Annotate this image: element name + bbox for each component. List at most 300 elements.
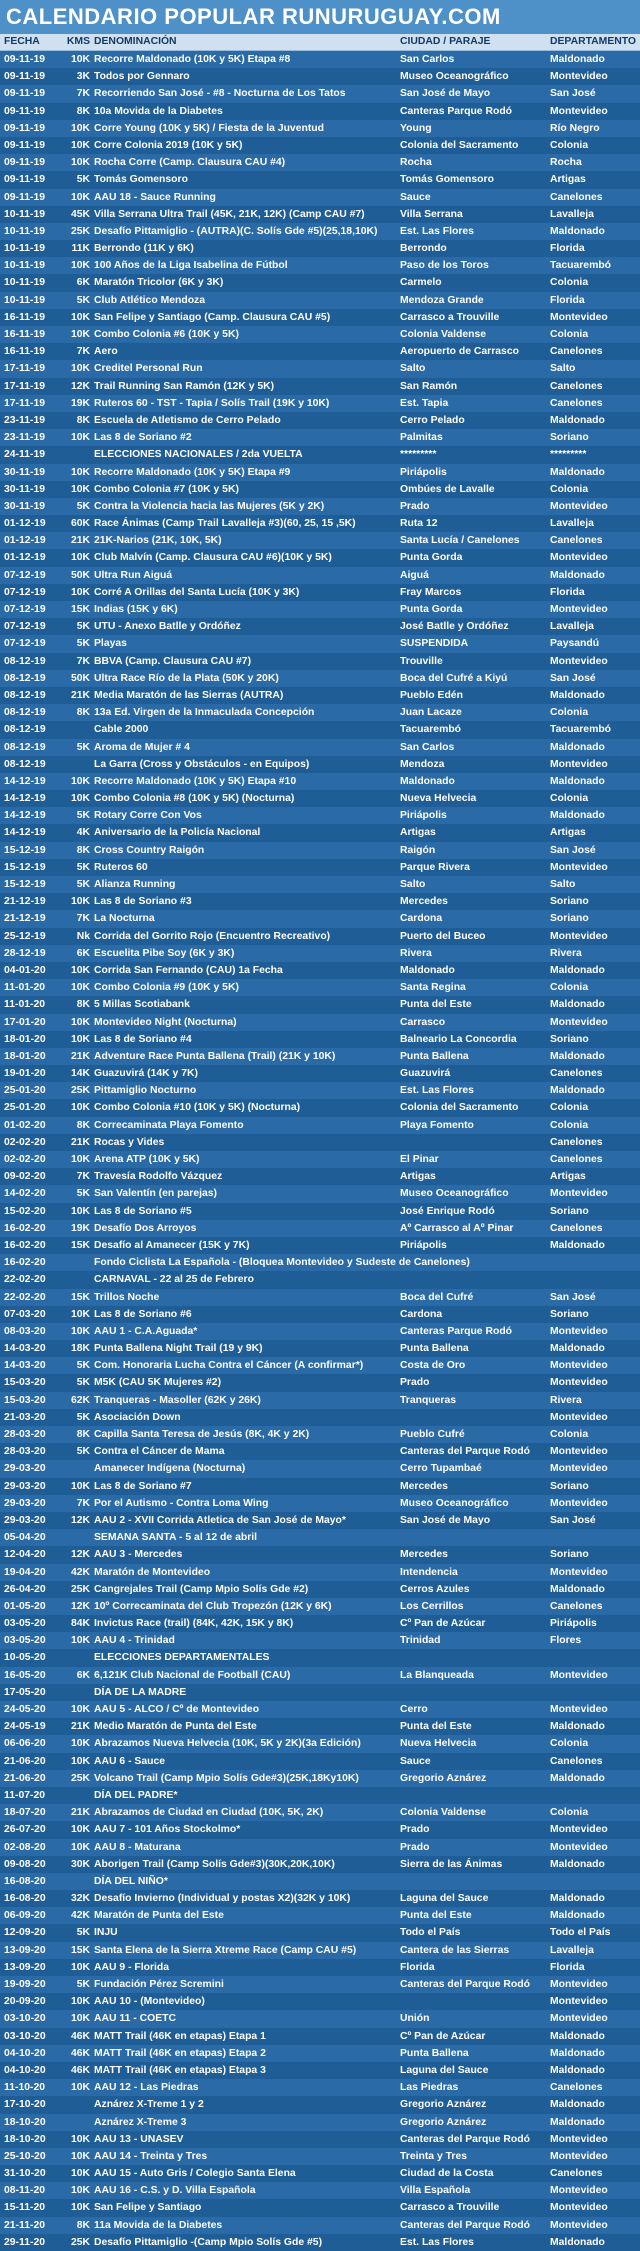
- cell-denominacion: Com. Honoraria Lucha Contra el Cáncer (A confirmar*): [94, 1360, 364, 1372]
- cell-departamento: Soriano: [550, 913, 589, 925]
- table-row: [0, 1185, 640, 1202]
- cell-ciudad: Villa Serrana: [400, 208, 463, 220]
- cell-fecha: 10-11-19: [4, 294, 46, 306]
- cell-departamento: Colonia: [550, 329, 589, 340]
- cell-ciudad: Cerro: [400, 1704, 428, 1715]
- cell-denominacion: Contra la Violencia hacia las Mujeres (5K y 2K): [94, 500, 325, 512]
- cell-kms: 5K: [76, 1377, 90, 1389]
- cell-ciudad: Berrondo: [400, 243, 447, 255]
- cell-departamento: Maldonado: [550, 1343, 605, 1355]
- cell-ciudad: Prado: [400, 1841, 430, 1853]
- cell-fecha: 13-09-20: [4, 1961, 46, 1973]
- cell-fecha: 09-11-19: [4, 174, 46, 186]
- cell-departamento: Florida: [550, 294, 585, 306]
- cell-departamento: Soriano: [550, 1480, 589, 1492]
- cell-ciudad: Pueblo Edén: [400, 689, 463, 701]
- cell-ciudad: SUSPENDIDA: [400, 638, 469, 650]
- header-departamento: DEPARTAMENTO: [550, 36, 637, 47]
- cell-denominacion: Las 8 de Soriano #7: [94, 1480, 192, 1492]
- cell-denominacion: ELECCIONES DEPARTAMENTALES: [94, 1652, 270, 1664]
- table-row: [0, 1564, 640, 1581]
- table-row: [0, 171, 640, 188]
- cell-ciudad: Fray Marcos: [400, 586, 462, 598]
- cell-ciudad: Colonia Valdense: [400, 329, 487, 340]
- cell-fecha: 15-03-20: [4, 1394, 46, 1406]
- table-row: [0, 1306, 640, 1323]
- cell-kms: 12K: [70, 380, 90, 392]
- cell-departamento: Colonia: [550, 1102, 589, 1114]
- cell-departamento: Montevideo: [550, 1704, 608, 1715]
- cell-denominacion: BBVA (Camp. Clausura CAU #7): [94, 655, 252, 667]
- cell-ciudad: Mercedes: [400, 1480, 448, 1492]
- cell-fecha: 09-11-19: [4, 71, 46, 83]
- cell-ciudad: Las Piedras: [400, 2082, 459, 2094]
- cell-kms: 10K: [70, 432, 90, 444]
- cell-fecha: 15-11-20: [4, 2202, 46, 2214]
- cell-departamento: Colonia: [550, 483, 589, 495]
- cell-kms: 5K: [76, 1446, 90, 1458]
- cell-denominacion: Desafío Pittamiglio -(Camp Mpio Solís Gde #5): [94, 2236, 323, 2248]
- cell-ciudad: Canteras del Parque Rodó: [400, 1446, 530, 1458]
- cell-ciudad: San Carlos: [400, 741, 455, 753]
- table-row: [0, 2028, 640, 2045]
- cell-departamento: Lavalleja: [550, 518, 594, 530]
- cell-departamento: Canelones: [550, 1600, 603, 1612]
- cell-ciudad: Ombúes de Lavalle: [400, 483, 495, 495]
- cell-fecha: 10-05-20: [4, 1652, 46, 1664]
- cell-fecha: 11-01-20: [4, 982, 46, 994]
- cell-departamento: Río Negro: [550, 122, 600, 134]
- cell-denominacion: AAU 12 - Las Piedras: [94, 2082, 199, 2094]
- table-row: [0, 2096, 640, 2113]
- table-row: [0, 2045, 640, 2062]
- cell-denominacion: Ruteros 60 - TST - Tapia / Solís Trail (19K y 10K): [94, 397, 330, 409]
- table-row: [0, 1753, 640, 1770]
- cell-kms: 10K: [70, 1154, 90, 1165]
- table-row: [0, 1804, 640, 1821]
- cell-denominacion: UTU - Anexo Batlle y Ordóñez: [94, 621, 241, 633]
- cell-ciudad: Nueva Helvecia: [400, 1738, 477, 1750]
- cell-ciudad: Trinidad: [400, 1635, 441, 1647]
- cell-fecha: 10-11-19: [4, 277, 46, 289]
- cell-kms: 12K: [70, 1514, 90, 1526]
- table-row: [0, 618, 640, 635]
- table-row: [0, 429, 640, 446]
- table-row: [0, 343, 640, 360]
- cell-departamento: Florida: [550, 1961, 585, 1973]
- cell-denominacion: AAU 15 - Auto Gris / Colegio Santa Elena: [94, 2168, 296, 2180]
- table-row: [0, 446, 640, 463]
- cell-kms: [58, 756, 94, 773]
- cell-ciudad: Colonia Valdense: [400, 1807, 487, 1819]
- cell-ciudad: Aeropuerto de Carrasco: [400, 346, 519, 358]
- cell-fecha: 16-08-20: [4, 1875, 46, 1887]
- cell-kms: 21K: [70, 1721, 90, 1733]
- cell-fecha: 16-11-19: [4, 329, 46, 340]
- cell-departamento: Artigas: [550, 827, 586, 839]
- cell-denominacion: Indias (15K y 6K): [94, 604, 178, 615]
- cell-departamento: Montevideo: [550, 1446, 608, 1458]
- cell-denominacion: Fundación Pérez Scremini: [94, 1979, 224, 1990]
- cell-kms: 6K: [76, 277, 90, 289]
- cell-ciudad: Todo el País: [400, 1927, 461, 1939]
- cell-denominacion: Santa Elena de la Sierra Xtreme Race (Camp CAU #5): [94, 1944, 357, 1956]
- cell-denominacion: Volcano Trail (Camp Mpio Solís Gde#3)(25K,18Ky10K): [94, 1772, 359, 1784]
- cell-kms: 10K: [70, 1205, 90, 1217]
- cell-departamento: Maldonado: [550, 810, 605, 822]
- cell-kms: 5K: [76, 1188, 90, 1200]
- header-kms: KMS: [66, 36, 90, 47]
- table-row: [0, 1821, 640, 1838]
- cell-denominacion: Desafío Pittamiglio - (AUTRA)(C. Solís Gde #5)(25,18,10K): [94, 225, 378, 237]
- cell-denominacion: Travesía Rodolfo Vázquez: [94, 1171, 223, 1183]
- cell-kms: 50K: [70, 569, 90, 581]
- table-row: [0, 68, 640, 85]
- cell-departamento: Montevideo: [550, 1188, 608, 1200]
- cell-fecha: 03-05-20: [4, 1618, 46, 1630]
- cell-fecha: 03-10-20: [4, 2013, 46, 2025]
- cell-fecha: 15-03-20: [4, 1377, 46, 1389]
- cell-departamento: [550, 1271, 640, 1288]
- cell-departamento: Montevideo: [550, 2150, 608, 2162]
- cell-fecha: 16-11-19: [4, 311, 46, 323]
- cell-denominacion: Corre Colonia 2019 (10K y 5K): [94, 139, 243, 151]
- cell-ciudad: Laguna del Sauce: [400, 2064, 489, 2076]
- cell-fecha: 28-03-20: [4, 1429, 46, 1440]
- cell-ciudad: Museo Oceanográfico: [400, 1188, 509, 1200]
- cell-departamento: Lavalleja: [550, 621, 594, 633]
- cell-kms: 10K: [70, 982, 90, 994]
- cell-departamento: Montevideo: [550, 1497, 608, 1509]
- table-row: [0, 1993, 640, 2010]
- cell-fecha: 30-11-19: [4, 483, 46, 495]
- cell-denominacion: Aznárez X-Treme 1 y 2: [94, 2099, 204, 2111]
- cell-kms: [58, 2114, 94, 2131]
- cell-fecha: 14-12-19: [4, 827, 46, 839]
- cell-fecha: 15-12-19: [4, 861, 46, 873]
- cell-ciudad: Mercedes: [400, 1549, 448, 1561]
- cell-denominacion: La Garra (Cross y Obstáculos - en Equipos): [94, 758, 310, 770]
- table-row: [0, 979, 640, 996]
- cell-denominacion: AAU 13 - UNASEV: [94, 2133, 184, 2145]
- cell-departamento: Colonia: [550, 277, 589, 289]
- cell-kms: 25K: [70, 1772, 90, 1784]
- cell-fecha: 11-07-20: [4, 1789, 46, 1801]
- cell-kms: 21K: [70, 1136, 90, 1148]
- cell-ciudad: Punta del Este: [400, 999, 472, 1011]
- cell-kms: 8K: [76, 1429, 90, 1440]
- cell-kms: 10K: [70, 2082, 90, 2094]
- cell-fecha: 18-10-20: [4, 2116, 46, 2128]
- cell-kms: 45K: [70, 208, 90, 220]
- cell-departamento: Soriano: [550, 1205, 589, 1217]
- cell-fecha: 25-10-20: [4, 2150, 46, 2162]
- cell-fecha: 23-11-19: [4, 414, 46, 426]
- cell-fecha: 17-11-19: [4, 380, 46, 392]
- table-row: [0, 1787, 640, 1804]
- cell-fecha: 25-01-20: [4, 1085, 46, 1097]
- table-row: [0, 1392, 640, 1409]
- cell-departamento: Piriápolis: [550, 1618, 597, 1630]
- table-row: [0, 2010, 640, 2027]
- cell-kms: 10K: [70, 311, 90, 323]
- table-row: [0, 1374, 640, 1391]
- cell-kms: 5K: [76, 174, 90, 186]
- cell-departamento: [550, 1684, 640, 1701]
- cell-departamento: [550, 1649, 640, 1666]
- cell-departamento: Maldonado: [550, 1721, 605, 1733]
- cell-denominacion: Punta Ballena Night Trail (19 y 9K): [94, 1343, 263, 1355]
- cell-fecha: 01-05-20: [4, 1600, 46, 1612]
- cell-kms: 7K: [76, 88, 90, 100]
- cell-departamento: Maldonado: [550, 2064, 605, 2076]
- cell-ciudad: Cº Pan de Azúcar: [400, 1618, 486, 1630]
- cell-denominacion: Maratón de Montevideo: [94, 1566, 211, 1578]
- table-row: [0, 1512, 640, 1529]
- cell-kms: 10K: [70, 964, 90, 976]
- cell-fecha: 07-12-19: [4, 604, 46, 615]
- cell-kms: [58, 1787, 94, 1804]
- cell-departamento: Maldonado: [550, 1858, 605, 1870]
- cell-ciudad: Mendoza Grande: [400, 294, 484, 306]
- cell-kms: [58, 1271, 94, 1288]
- cell-departamento: Tacuarembó: [550, 724, 612, 736]
- cell-kms: 10K: [70, 2168, 90, 2180]
- cell-departamento: Maldonado: [550, 569, 605, 581]
- cell-departamento: Artigas: [550, 174, 586, 186]
- cell-ciudad: Cº Pan de Azúcar: [400, 2030, 486, 2042]
- cell-ciudad: Los Cerrillos: [400, 1600, 464, 1612]
- cell-fecha: 30-11-19: [4, 500, 46, 512]
- cell-denominacion: Fondo Ciclista La Española - (Bloquea Montevideo y Sudeste de Canelones): [94, 1257, 470, 1269]
- cell-denominacion: Las 8 de Soriano #2: [94, 432, 192, 444]
- table-row: [0, 1134, 640, 1151]
- cell-ciudad: Prado: [400, 500, 430, 512]
- cell-denominacion: Escuela de Atletismo de Cerro Pelado: [94, 414, 281, 426]
- cell-denominacion: Pittamiglio Nocturno: [94, 1085, 197, 1097]
- table-row: [0, 1478, 640, 1495]
- cell-kms: 10K: [70, 2133, 90, 2145]
- cell-fecha: 11-10-20: [4, 2082, 46, 2094]
- table-row: [0, 1649, 640, 1666]
- cell-kms: 10K: [70, 54, 90, 65]
- cell-ciudad: Carrasco a Trouville: [400, 2202, 500, 2214]
- cell-ciudad: Colonia del Sacramento: [400, 1102, 519, 1114]
- cell-denominacion: AAU 16 - C.S. y D. Villa Española: [94, 2185, 256, 2197]
- cell-denominacion: Por el Autismo - Contra Loma Wing: [94, 1497, 269, 1509]
- cell-denominacion: Desafío Invierno (Individual y postas X2)(32K y 10K): [94, 1893, 351, 1905]
- cell-fecha: 31-10-20: [4, 2168, 46, 2180]
- cell-departamento: Montevideo: [550, 71, 608, 83]
- cell-fecha: 26-07-20: [4, 1824, 46, 1836]
- table-header: [0, 34, 640, 51]
- table-row: [0, 876, 640, 893]
- cell-departamento: Rivera: [550, 1394, 582, 1406]
- cell-departamento: Colonia: [550, 1119, 589, 1131]
- cell-fecha: 16-02-20: [4, 1222, 46, 1234]
- cell-departamento: Montevideo: [550, 861, 608, 873]
- table-row: [0, 137, 640, 154]
- cell-ciudad: La Blanqueada: [400, 1669, 474, 1681]
- table-row: [0, 1924, 640, 1941]
- cell-departamento: Maldonado: [550, 1085, 605, 1097]
- cell-ciudad: San José de Mayo: [400, 88, 491, 100]
- cell-denominacion: Club Malvín (Camp. Clausura CAU #6)(10K y 5K): [94, 552, 332, 564]
- cell-ciudad: Colonia del Sacramento: [400, 139, 519, 151]
- cell-denominacion: Aborigen Trail (Camp Solís Gde#3)(30K,20K,10K): [94, 1858, 335, 1870]
- cell-departamento: Maldonado: [550, 2047, 605, 2059]
- table-row: [0, 790, 640, 807]
- cell-kms: 25K: [70, 225, 90, 237]
- cell-fecha: 08-12-19: [4, 707, 46, 719]
- cell-departamento: Montevideo: [550, 758, 608, 770]
- table-row: [0, 2165, 640, 2182]
- table-row: [0, 1426, 640, 1443]
- cell-kms: 14K: [70, 1068, 90, 1080]
- cell-kms: 10K: [70, 1480, 90, 1492]
- cell-denominacion: Aznárez X-Treme 3: [94, 2116, 187, 2128]
- cell-kms: 8K: [76, 1119, 90, 1131]
- cell-ciudad: Guazuvirá: [400, 1068, 451, 1080]
- cell-ciudad: Maldonado: [400, 775, 455, 787]
- cell-departamento: Montevideo: [550, 2133, 608, 2145]
- cell-departamento: San José: [550, 1291, 596, 1303]
- cell-fecha: 08-12-19: [4, 689, 46, 701]
- cell-kms: 7K: [76, 913, 90, 925]
- table-row: [0, 756, 640, 773]
- cell-fecha: 24-05-19: [4, 1721, 46, 1733]
- cell-fecha: 07-12-19: [4, 638, 46, 650]
- table-row: [0, 2114, 640, 2131]
- cell-departamento: Todo el País: [550, 1927, 611, 1939]
- cell-ciudad: [400, 1787, 550, 1804]
- cell-kms: 10K: [70, 2150, 90, 2162]
- cell-fecha: 08-11-20: [4, 2185, 46, 2197]
- cell-fecha: 09-11-19: [4, 139, 46, 151]
- cell-fecha: 07-03-20: [4, 1308, 46, 1320]
- cell-denominacion: DÍA DE LA MADRE: [94, 1686, 187, 1698]
- cell-ciudad: Punta Gorda: [400, 604, 463, 615]
- cell-kms: 19K: [70, 1222, 90, 1234]
- table-row: [0, 1443, 640, 1460]
- table-row: [0, 1615, 640, 1632]
- cell-denominacion: Aniversario de la Policía Nacional: [94, 827, 261, 839]
- table-row: [0, 120, 640, 137]
- cell-fecha: 28-12-19: [4, 947, 46, 959]
- cell-kms: 5K: [76, 879, 90, 890]
- table-row: [0, 1701, 640, 1718]
- cell-ciudad: San José de Mayo: [400, 1514, 491, 1526]
- cell-departamento: Canelones: [550, 2168, 603, 2180]
- cell-kms: 10K: [70, 1033, 90, 1045]
- cell-departamento: Maldonado: [550, 2236, 605, 2248]
- cell-ciudad: Est. Las Flores: [400, 225, 474, 237]
- cell-denominacion: ELECCIONES NACIONALES / 2da VUELTA: [94, 449, 303, 461]
- cell-fecha: 09-11-19: [4, 88, 46, 100]
- cell-ciudad: Young: [400, 122, 432, 134]
- table-row: [0, 395, 640, 412]
- cell-kms: 7K: [76, 346, 90, 358]
- cell-departamento: Maldonado: [550, 1050, 605, 1062]
- cell-denominacion: Ultra Run Aiguá: [94, 569, 173, 581]
- cell-kms: 10K: [70, 260, 90, 272]
- cell-denominacion: AAU 1 - C.A.Aguada*: [94, 1325, 198, 1337]
- cell-departamento: Montevideo: [550, 1016, 608, 1028]
- cell-departamento: Maldonado: [550, 414, 605, 426]
- cell-kms: 10K: [70, 1738, 90, 1750]
- cell-denominacion: San Felipe y Santiago: [94, 2202, 202, 2214]
- cell-fecha: 17-10-20: [4, 2099, 46, 2111]
- table-row: [0, 2199, 640, 2216]
- cell-denominacion: CARNAVAL - 22 al 25 de Febrero: [94, 1274, 254, 1286]
- cell-kms: 10K: [70, 775, 90, 787]
- cell-departamento: Montevideo: [550, 1360, 608, 1372]
- cell-denominacion: Trillos Noche: [94, 1291, 160, 1303]
- cell-fecha: 11-01-20: [4, 999, 46, 1011]
- table-row: [0, 51, 640, 68]
- cell-kms: 10K: [70, 1824, 90, 1836]
- cell-kms: 10K: [70, 1635, 90, 1647]
- cell-ciudad: Trouville: [400, 655, 443, 667]
- cell-kms: 6K: [76, 947, 90, 959]
- cell-kms: 5K: [76, 500, 90, 512]
- cell-fecha: 08-12-19: [4, 758, 46, 770]
- cell-ciudad: Est. Las Flores: [400, 2236, 474, 2248]
- cell-fecha: 21-03-20: [4, 1411, 46, 1423]
- cell-fecha: 08-12-19: [4, 672, 46, 684]
- table-row: [0, 1529, 640, 1546]
- cell-ciudad: [400, 1134, 550, 1151]
- cell-denominacion: Cross Country Raigón: [94, 844, 205, 856]
- cell-denominacion: Ruteros 60: [94, 861, 148, 873]
- table-row: [0, 206, 640, 223]
- cell-ciudad: Laguna del Sauce: [400, 1893, 489, 1905]
- cell-kms: 32K: [70, 1893, 90, 1905]
- table-row: [0, 842, 640, 859]
- table-row: [0, 1890, 640, 1907]
- cell-denominacion: Medio Maratón de Punta del Este: [94, 1721, 257, 1733]
- cell-fecha: 16-11-19: [4, 346, 46, 358]
- cell-denominacion: 13a Ed. Virgen de la Inmaculada Concepción: [94, 707, 315, 719]
- cell-denominacion: Corrida San Fernando (CAU) 1a Fecha: [94, 964, 283, 976]
- cell-denominacion: AAU 4 - Trinidad: [94, 1635, 175, 1647]
- cell-departamento: Canelones: [550, 191, 603, 203]
- cell-ciudad: [400, 1649, 550, 1666]
- cell-ciudad: Sauce: [400, 191, 431, 203]
- cell-fecha: 21-11-20: [4, 2219, 46, 2231]
- table-row: [0, 773, 640, 790]
- cell-kms: 4K: [76, 827, 90, 839]
- cell-denominacion: Combo Colonia #6 (10K y 5K): [94, 329, 239, 340]
- table-row: [0, 1203, 640, 1220]
- cell-fecha: 10-11-19: [4, 243, 46, 255]
- table-row: [0, 2079, 640, 2096]
- cell-denominacion: AAU 6 - Sauce: [94, 1755, 166, 1767]
- cell-kms: 18K: [70, 1343, 90, 1355]
- cell-kms: [58, 446, 94, 463]
- cell-fecha: 25-01-20: [4, 1102, 46, 1114]
- cell-ciudad: [400, 1684, 550, 1701]
- cell-ciudad: Cerro Pelado: [400, 414, 465, 426]
- cell-departamento: Lavalleja: [550, 208, 594, 220]
- table-row: [0, 309, 640, 326]
- cell-denominacion: AAU 3 - Mercedes: [94, 1549, 183, 1561]
- cell-denominacion: AAU 14 - Treinta y Tres: [94, 2150, 208, 2162]
- cell-fecha: 04-10-20: [4, 2064, 46, 2076]
- cell-ciudad: Cardona: [400, 913, 443, 925]
- cell-fecha: 09-11-19: [4, 54, 46, 65]
- cell-kms: 10K: [70, 1325, 90, 1337]
